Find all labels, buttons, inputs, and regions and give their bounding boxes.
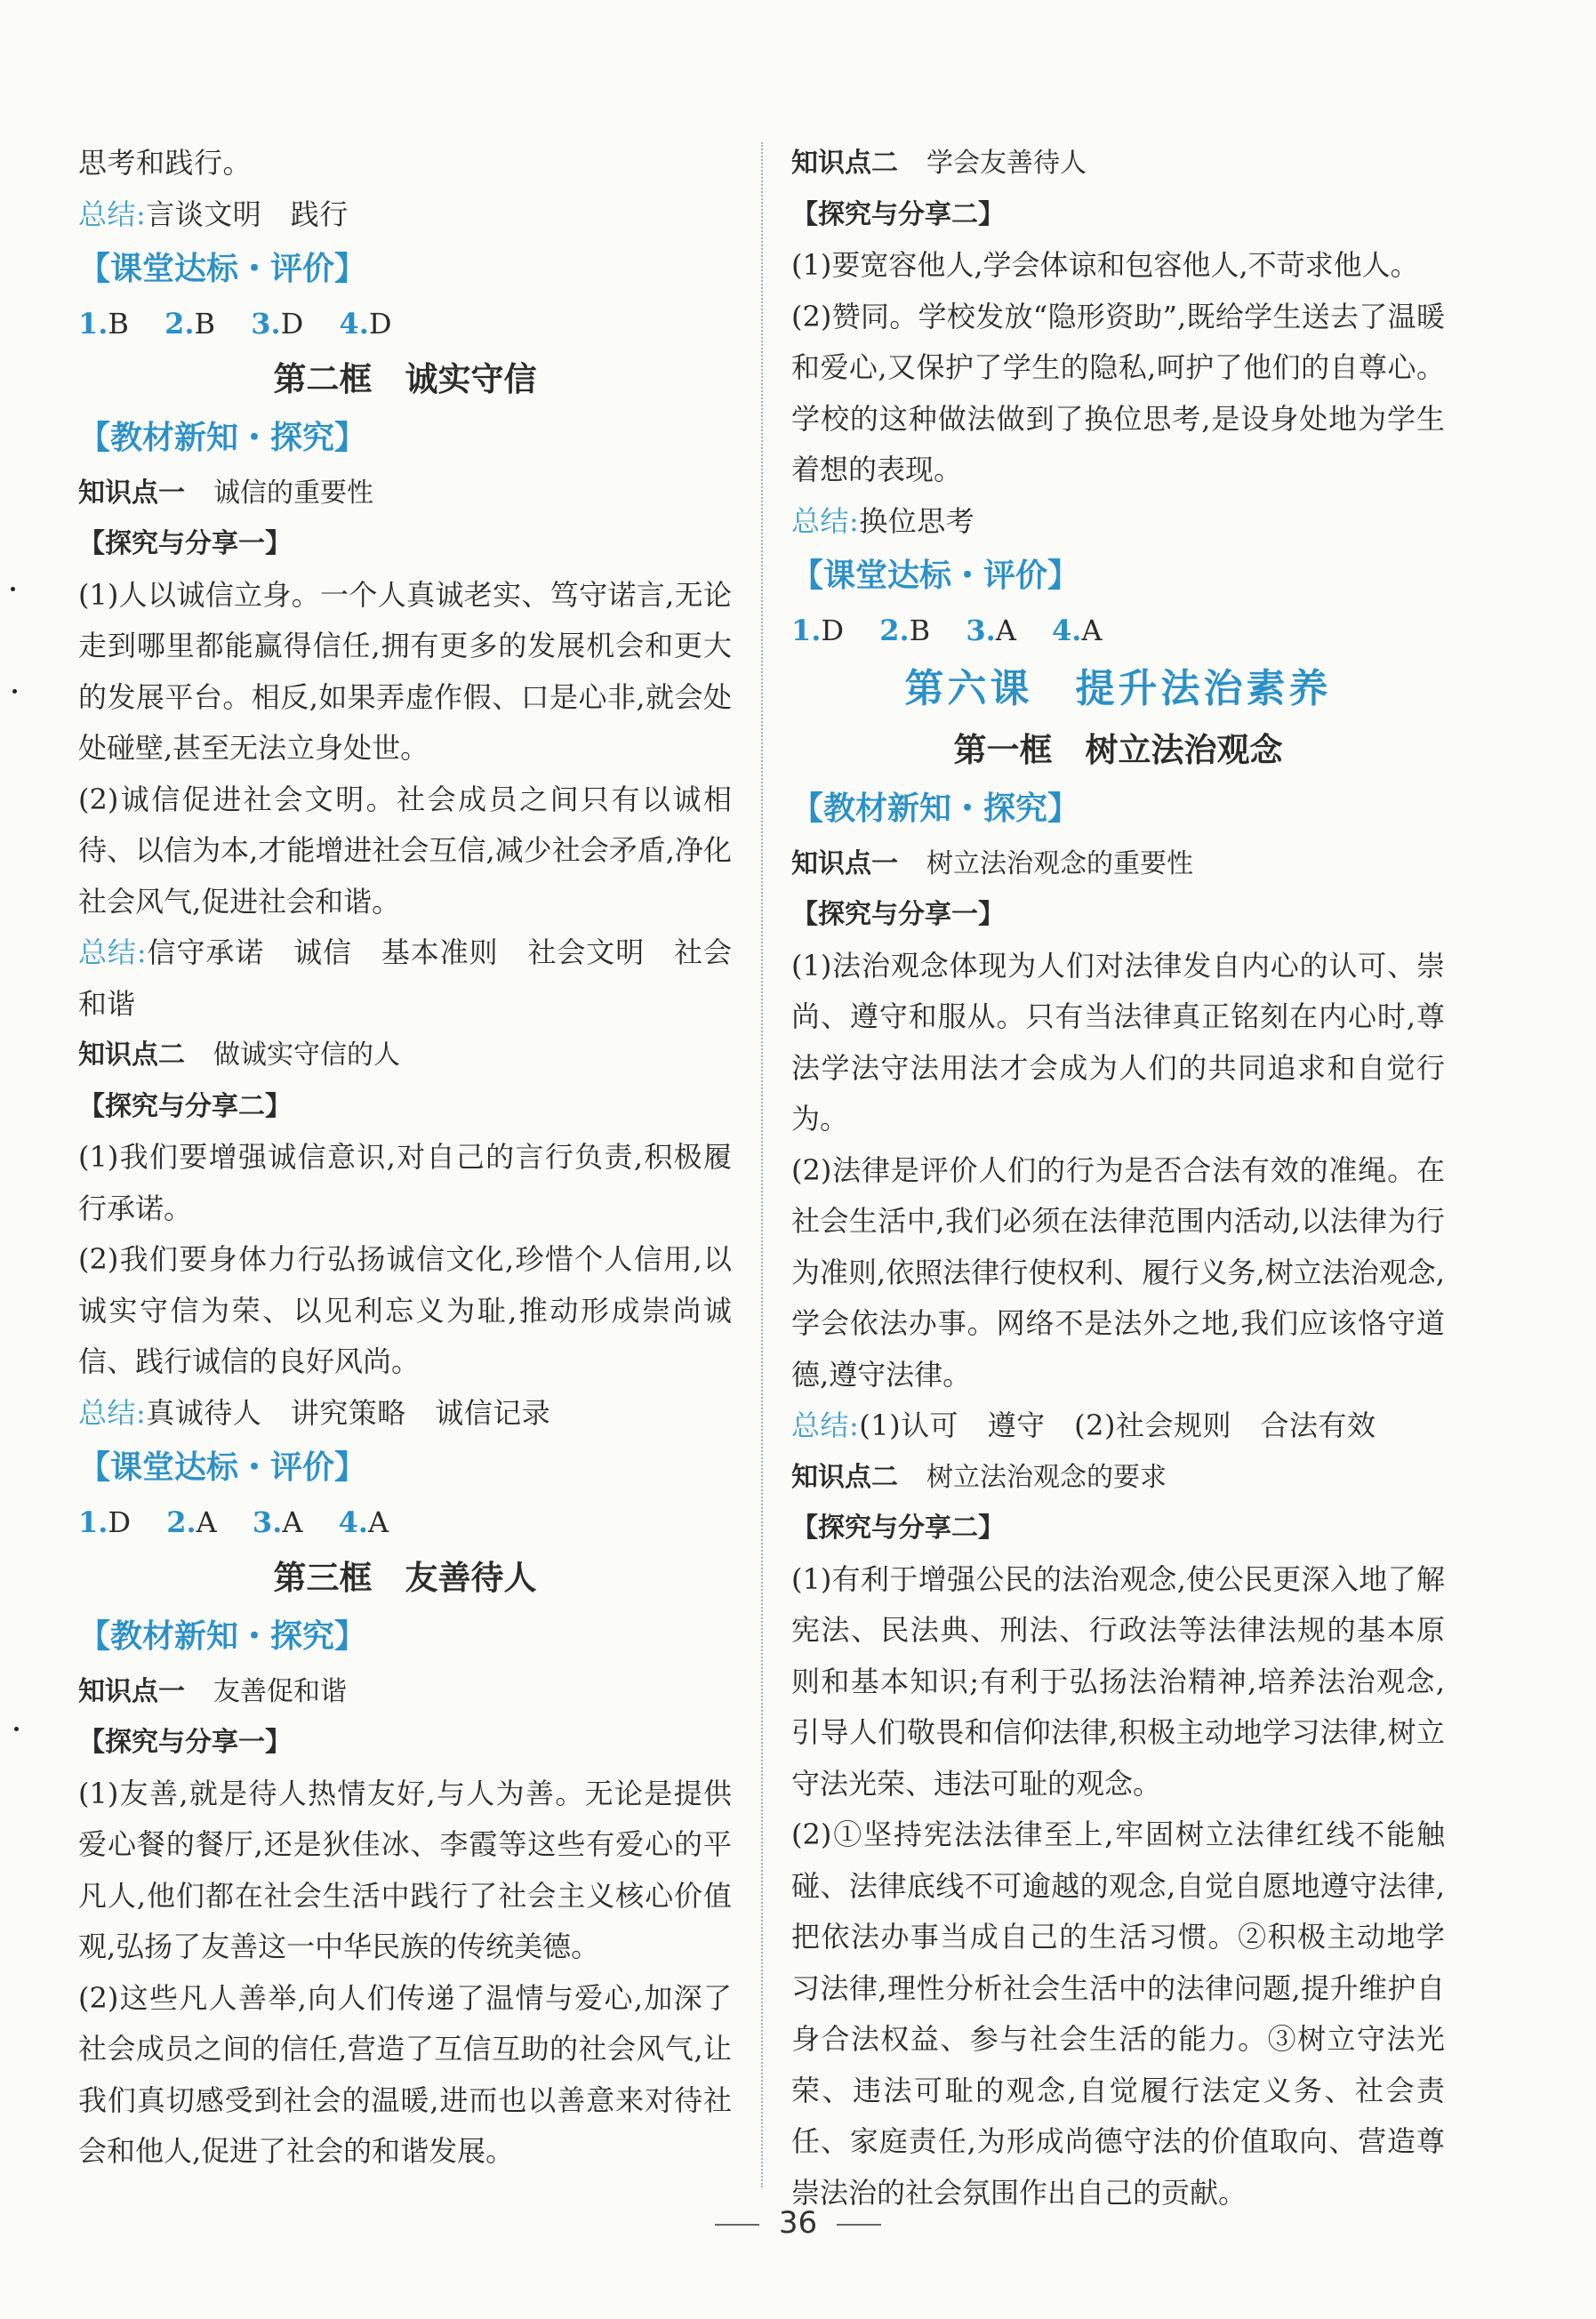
answer-key: 1.D 2.B 3.A 4.A: [791, 614, 1103, 647]
knowledge-point: 知识点一 友善促和谐: [78, 1675, 347, 1707]
section-header-new-knowledge: 【教材新知・探究】: [791, 790, 1080, 827]
knowledge-point: 知识点一 诚信的重要性: [78, 477, 373, 509]
section-header-new-knowledge: 【教材新知・探究】: [78, 419, 367, 456]
scan-speck: [12, 689, 17, 694]
section-header-classroom: 【课堂达标・评价】: [78, 251, 367, 287]
knowledge-point: 知识点一 树立法治观念的重要性: [791, 847, 1193, 879]
paragraph: (1)有利于增强公民的法治观念,使公民更深入地了解宪法、民法典、刑法、行政法等法律法规的基本原则和基本知识;有利于弘扬法治精神,培养法治观念,引导人们敬畏和信仰法律,积极主动地学习法律,树立守法光荣、违法可耻的观念。: [791, 1561, 1445, 1801]
explore-share-heading: 【探究与分享二】: [791, 1513, 1005, 1544]
section-header-classroom: 【课堂达标・评价】: [791, 558, 1080, 594]
section-header-new-knowledge: 【教材新知・探究】: [78, 1617, 367, 1655]
column-divider: [761, 142, 763, 2187]
page-number-dash: [715, 2224, 759, 2226]
paragraph: (2)我们要身体力行弘扬诚信文化,珍惜个人信用,以诚实守信为荣、以见利忘义为耻,推动形成崇尚诚信、践行诚信的良好风尚。: [78, 1242, 732, 1378]
summary: 总结:信守承诺 诚信 基本准则 社会文明 社会和谐: [78, 935, 732, 1021]
right-column: [791, 138, 1445, 2219]
section-header-classroom: 【课堂达标・评价】: [78, 1449, 367, 1486]
scan-speck: [14, 1727, 19, 1731]
answer-key: 1.B 2.B 3.D 4.D: [78, 307, 392, 341]
explore-share-heading: 【探究与分享一】: [791, 899, 1005, 930]
paragraph: (2)赞同。学校发放“隐形资助”,既给学生送去了温暖和爱心,又保护了学生的隐私,呵护了他们的自尊心。学校的这种做法做到了换位思考,是设身处地为学生着想的表现。: [791, 299, 1445, 486]
knowledge-point: 知识点二 树立法治观念的要求: [791, 1461, 1167, 1493]
explore-share-heading: 【探究与分享二】: [791, 198, 1005, 230]
explore-share-heading: 【探究与分享一】: [78, 1727, 292, 1758]
summary: 总结:真诚待人 讲究策略 诚信记录: [78, 1395, 551, 1430]
explore-share-heading: 【探究与分享二】: [78, 1090, 292, 1122]
explore-share-heading: 【探究与分享一】: [78, 528, 292, 559]
scan-speck: [11, 587, 15, 591]
summary: 总结:言谈文明 践行: [78, 197, 349, 231]
lesson-title: 第六课 提升法治素养: [904, 665, 1332, 711]
paragraph: (2)这些凡人善举,向人们传递了温情与爱心,加深了社会成员之间的信任,营造了互信互助的社会风气,让我们真切感受到社会的温暖,进而也以善意来对待社会和他人,促进了社会的和谐发展。: [78, 1980, 732, 2168]
knowledge-point: 知识点二 学会友善待人: [791, 148, 1087, 179]
left-column: [78, 138, 732, 2178]
answer-key: 1.D 2.A 3.A 4.A: [78, 1505, 389, 1539]
paragraph: (2)法律是评价人们的行为是否合法有效的准绳。在社会生活中,我们必须在法律范围内活动,以法律为行为准则,依照法律行使权利、履行义务,树立法治观念,学会依法办事。网络不是法外之地,我们应该恪守道德,遵守法律。: [791, 1152, 1445, 1392]
summary: 总结:换位思考: [791, 503, 975, 538]
page-number-dash: [837, 2224, 881, 2226]
paragraph: (2)诚信促进社会文明。社会成员之间只有以诚相待、以信为本,才能增进社会互信,减少社会矛盾,净化社会风气,促进社会和谐。: [78, 782, 732, 919]
paragraph: (1)我们要增强诚信意识,对自己的言行负责,积极履行承诺。: [78, 1140, 732, 1225]
frame-title: 第二框 诚实守信: [273, 359, 537, 398]
knowledge-point: 知识点二 做诚实守信的人: [78, 1039, 400, 1071]
paragraph: (2)①坚持宪法法律至上,牢固树立法律红线不能触碰、法律底线不可逾越的观念,自觉自愿地遵守法律,把依法办事当成自己的生活习惯。②积极主动地学习法律,理性分析社会生活中的法律问题,提升维护自身合法权益、参与社会生活的能力。③树立守法光荣、违法可耻的观念,自觉履行法定义务、社会责任、家庭责任,为形成尚德守法的价值取向、营造尊崇法治的社会氛围作出自己的贡献。: [791, 1817, 1445, 2210]
frame-title: 第一框 树立法治观念: [953, 730, 1283, 769]
paragraph: (1)要宽容他人,学会体谅和包容他人,不苛求他人。: [791, 248, 1419, 282]
frame-title: 第三框 友善待人: [273, 1558, 537, 1597]
intro-line: 思考和践行。: [78, 146, 253, 180]
page-number: 36: [0, 2205, 1596, 2241]
paragraph: (1)人以诚信立身。一个人真诚老实、笃守诺言,无论走到哪里都能赢得信任,拥有更多的发展机会和更大的发展平台。相反,如果弄虚作假、口是心非,就会处处碰壁,甚至无法立身处世。: [78, 577, 732, 765]
summary: 总结:(1)认可 遵守 (2)社会规则 合法有效: [791, 1408, 1376, 1442]
paragraph: (1)友善,就是待人热情友好,与人为善。无论是提供爱心餐的餐厅,还是狄佳冰、李霞等这些有爱心的平凡人,他们都在社会生活中践行了社会主义核心价值观,弘扬了友善这一中华民族的传统美德。: [78, 1776, 732, 1963]
paragraph: (1)法治观念体现为人们对法律发自内心的认可、崇尚、遵守和服从。只有当法律真正铭刻在内心时,尊法学法守法用法才会成为人们的共同追求和自觉行为。: [791, 948, 1445, 1135]
